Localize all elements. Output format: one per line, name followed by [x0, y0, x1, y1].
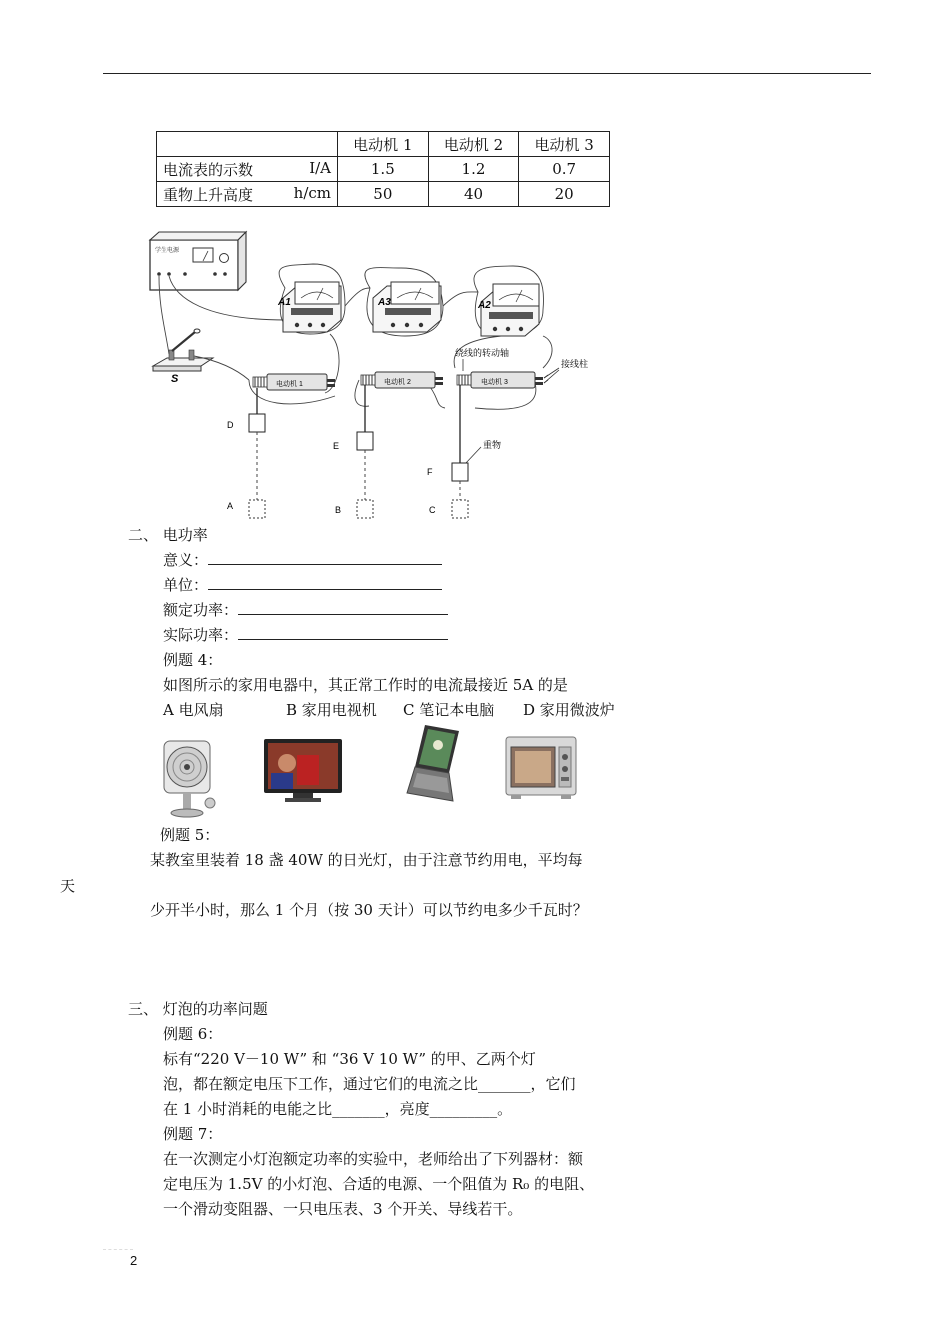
example-text: 少开半小时，那么 1 个月（按 30 天计）可以节约电多少千瓦时？ — [150, 901, 588, 919]
point-label: D — [227, 420, 234, 430]
answer-blank — [208, 575, 442, 590]
field-meaning — [163, 550, 442, 570]
field-label: 意义： — [163, 551, 209, 569]
power-supply-icon — [150, 232, 246, 290]
example-text: 天 — [60, 877, 76, 895]
television-icon — [263, 735, 343, 805]
example-text: 在 1 小时消耗的电能之比_______，亮度_________。 — [163, 1100, 513, 1118]
table-row — [157, 182, 610, 207]
row-unit: I/A — [309, 158, 331, 177]
example-label: 例题 7： — [163, 1125, 223, 1143]
table-header-cell: 电动机 2 — [428, 132, 519, 157]
section-title: 二、 电功率 — [128, 526, 208, 544]
microwave-oven-icon — [505, 735, 577, 803]
page-number: 2 — [130, 1253, 138, 1268]
footer-rule — [103, 1249, 133, 1250]
example-text: 一个滑动变阻器、一只电压表、3 个开关、导线若干。 — [163, 1200, 523, 1218]
table-header-row — [157, 132, 610, 157]
option-d: D 家用微波炉 — [523, 701, 615, 719]
row-label-text: 重物上升高度 — [163, 185, 254, 204]
ammeter-label: A3 — [378, 297, 391, 308]
row-label-text: 电流表的示数 — [163, 160, 254, 179]
weight-label: 重物 — [483, 440, 502, 450]
ammeter-label: A1 — [278, 297, 291, 308]
table-cell: 20 — [519, 182, 610, 207]
example-label: 例题 6： — [163, 1025, 223, 1043]
example-text: 泡，都在额定电压下工作，通过它们的电流之比_______，它们 — [163, 1075, 576, 1093]
field-actual-power — [163, 625, 448, 645]
option-b: B 家用电视机 — [286, 701, 377, 719]
switch-icon — [153, 329, 213, 371]
motor-label: 电动机 3 — [481, 379, 508, 386]
section-title: 三、 灯泡的功率问题 — [128, 1000, 268, 1018]
table-cell: 40 — [428, 182, 519, 207]
field-unit — [163, 575, 442, 595]
answer-blank — [208, 550, 442, 565]
example-label: 例题 4： — [163, 651, 223, 669]
example-text: 定电压为 1.5V 的小灯泡、合适的电源、一个阻值为 R₀ 的电阻、 — [163, 1175, 595, 1193]
example-label: 例题 5： — [160, 826, 220, 844]
circuit-figure — [145, 228, 605, 523]
table-cell: 0.7 — [519, 157, 610, 182]
option-c: C 笔记本电脑 — [403, 701, 495, 719]
point-label: E — [333, 441, 340, 451]
appliance-images — [155, 735, 595, 820]
table-header-cell: 电动机 1 — [338, 132, 429, 157]
field-label: 实际功率： — [163, 626, 239, 644]
example-text: 某教室里装着 18 盏 40W 的日光灯，由于注意节约用电，平均每 — [150, 851, 583, 869]
ammeter-label: A2 — [478, 300, 491, 311]
example-text: 在一次测定小灯泡额定功率的实验中，老师给出了下列器材：额 — [163, 1150, 584, 1168]
table-row — [157, 157, 610, 182]
table-header-cell: 电动机 3 — [519, 132, 610, 157]
point-label: C — [429, 505, 436, 515]
power-supply-label: 学生电源 — [155, 248, 180, 254]
weights-group — [249, 385, 468, 518]
laptop-icon — [405, 723, 465, 805]
row-unit: h/cm — [293, 183, 331, 202]
electric-fan-icon — [160, 735, 220, 819]
header-rule — [103, 73, 871, 74]
table-cell: 1.5 — [338, 157, 429, 182]
table-header-cell — [157, 132, 338, 157]
field-label: 单位： — [163, 576, 209, 594]
point-label: A — [227, 501, 234, 511]
table-cell: 50 — [338, 182, 429, 207]
table-cell: 1.2 — [428, 157, 519, 182]
switch-label: S — [171, 373, 179, 385]
table-row-label — [157, 157, 338, 182]
shaft-label: 绕线的转动轴 — [455, 348, 510, 358]
example-text: 标有“220 V－10 W” 和 “36 V 10 W” 的甲、乙两个灯 — [163, 1050, 536, 1068]
motor-data-table — [156, 131, 610, 207]
motor-label: 电动机 2 — [384, 379, 411, 386]
point-label: B — [335, 505, 342, 515]
table-row-label — [157, 182, 338, 207]
motor-label: 电动机 1 — [276, 381, 303, 388]
point-label: F — [427, 467, 433, 477]
field-label: 额定功率： — [163, 601, 239, 619]
ammeter-icon — [283, 282, 341, 332]
answer-blank — [238, 625, 448, 640]
option-a: A 电风扇 — [163, 701, 224, 719]
terminal-label: 接线柱 — [561, 359, 589, 369]
example-question: 如图所示的家用电器中，其正常工作时的电流最接近 5A 的是 — [163, 676, 568, 694]
answer-blank — [238, 600, 448, 615]
field-rated-power — [163, 600, 448, 620]
